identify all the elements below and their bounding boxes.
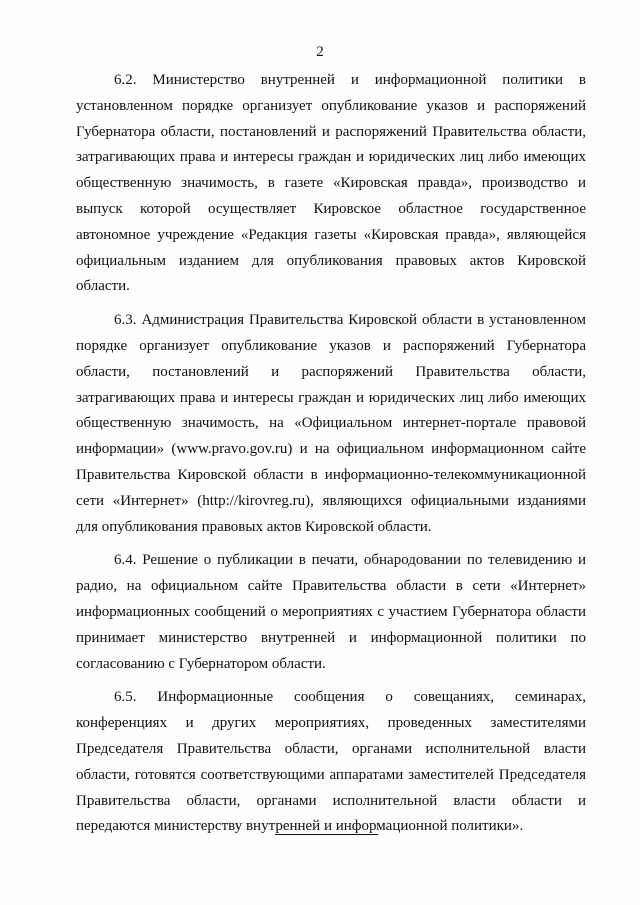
page-number: 2 bbox=[316, 44, 324, 60]
document-body bbox=[76, 68, 586, 848]
paragraph-6-4: 6.4. Решение о публикации в печати, обнародовании по телевидению и радио, на официальном сайте Правительства области в сети «Интернет» информационных сообщений о мероприятиях с участием Губернатора области принимает министерство внутренней и информационной политики по согласованию с Губернатором области. bbox=[76, 552, 586, 672]
paragraph-6-2: 6.2. Министерство внутренней и информационной политики в установленном порядке организует опубликование указов и распоряжений Губернатора области, постановлений и распоряжений Правительства области, затрагивающих права и интересы граждан и юридических лиц либо имеющих общественную значимость, в газете «Кировская правда», производство и выпуск которой осуществляет Кировское областное государственное автономное учреждение «Редакция газеты «Кировская правда», являющейся официальным изданием для опубликования правовых актов Кировской области. bbox=[76, 72, 586, 295]
paragraph-6-3: 6.3. Администрация Правительства Кировской области в установленном порядке организует опубликование указов и распоряжений Губернатора области, постановлений и распоряжений Правительства области, затрагивающих права и интересы граждан и юридических лиц либо имеющих общественную значимость, на «Официальном интернет-портале правовой информации» (www.pravo.gov.ru) и на официальном информационном сайте Правительства Кировской области в информационно-телекоммуникационной сети «Интернет» (http://kirovreg.ru), являющихся официальными изданиями для опубликования правовых актов Кировской области. bbox=[76, 312, 586, 535]
paragraph-6-5: 6.5. Информационные сообщения о совещаниях, семинарах, конференциях и других мероприятиях, проведенных заместителями Председателя Правительства области, органами исполнительной власти области, готовятся соответствующими аппаратами заместителей Председателя Правительства области, органами исполнительной власти области и передаются министерству внутренней и информационной политики». bbox=[76, 689, 586, 835]
closing-rule bbox=[275, 834, 378, 835]
